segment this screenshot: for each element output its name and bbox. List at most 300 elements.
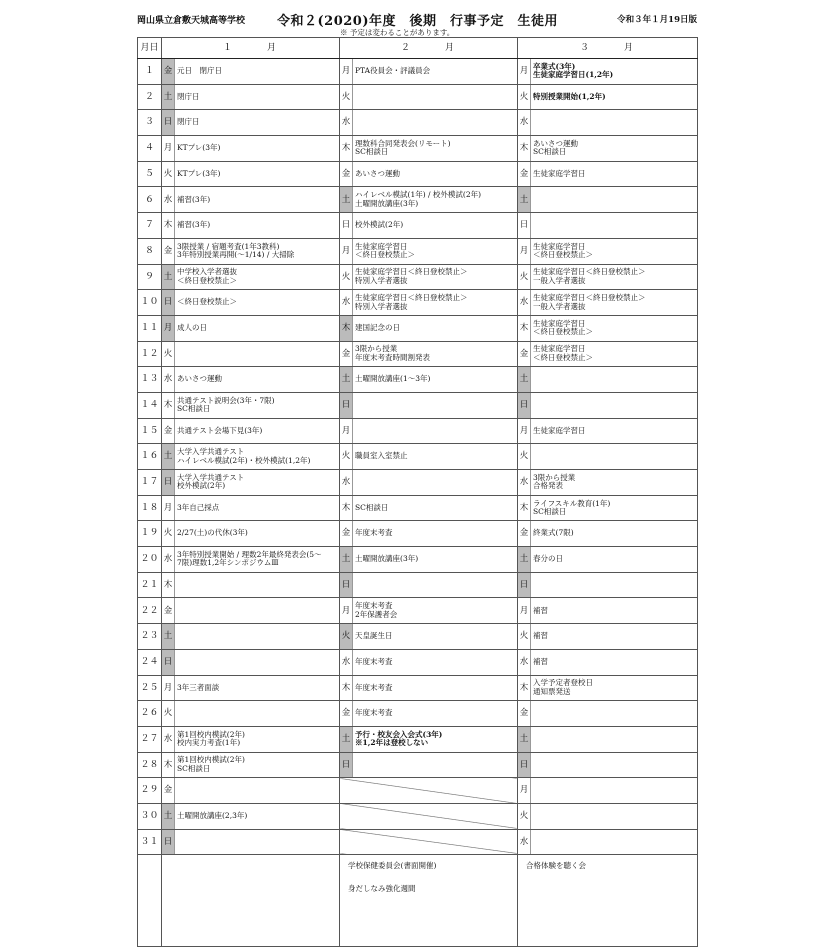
day-number: １３ <box>138 367 162 393</box>
event-cell <box>175 726 340 752</box>
weekday-cell: 月 <box>340 238 353 264</box>
event-text: 建国記念の日 <box>355 322 401 332</box>
event-cell <box>353 392 518 418</box>
month-notes-cell <box>518 855 698 947</box>
event-text: 3限授業 / 宿題考査(1年3教科) <box>177 241 280 251</box>
schedule-table <box>137 37 698 947</box>
event-cell <box>175 187 340 213</box>
weekday-cell: 月 <box>518 778 531 804</box>
event-text: SC相談日 <box>355 502 389 512</box>
edition-date: 令和３年１月19日版 <box>617 15 697 25</box>
event-cell <box>531 290 698 316</box>
event-cell <box>531 572 698 598</box>
empty-day-cell <box>340 778 518 804</box>
event-cell <box>531 418 698 444</box>
event-text: 春分の日 <box>533 554 564 564</box>
event-cell <box>175 701 340 727</box>
event-cell <box>531 598 698 624</box>
event-text: 入学予定者登校日 <box>533 678 594 688</box>
weekday-cell: 水 <box>162 187 175 213</box>
day-number: ９ <box>138 264 162 290</box>
empty-day-cell <box>340 803 518 829</box>
event-text: ※1,2年は登校しない <box>355 738 429 748</box>
weekday-cell: 月 <box>340 598 353 624</box>
weekday-cell: 土 <box>518 367 531 393</box>
day-number: ２０ <box>138 547 162 573</box>
day-number: １５ <box>138 418 162 444</box>
event-cell <box>175 110 340 136</box>
day-number: １１ <box>138 315 162 341</box>
event-cell <box>175 649 340 675</box>
event-cell <box>531 238 698 264</box>
weekday-cell: 火 <box>518 444 531 470</box>
event-cell <box>531 392 698 418</box>
day-number: １８ <box>138 495 162 521</box>
table-row <box>138 136 698 162</box>
weekday-cell: 日 <box>518 213 531 239</box>
event-cell <box>175 238 340 264</box>
weekday-cell: 月 <box>162 495 175 521</box>
weekday-cell: 月 <box>162 675 175 701</box>
event-text: 生徒家庭学習日 <box>533 241 586 251</box>
event-text: 天皇誕生日 <box>355 631 393 641</box>
event-text: 生徒家庭学習日 <box>533 168 586 178</box>
day-number: １２ <box>138 341 162 367</box>
event-cell <box>353 598 518 624</box>
event-cell <box>531 829 698 855</box>
weekday-cell: 木 <box>162 213 175 239</box>
event-cell <box>531 444 698 470</box>
notes-day-cell <box>138 855 162 947</box>
weekday-cell: 土 <box>162 803 175 829</box>
event-cell <box>531 110 698 136</box>
event-text: SC相談日 <box>355 147 389 157</box>
event-text: ハイレベル模試(1年) / 校外模試(2年) <box>355 190 482 200</box>
weekday-cell: 火 <box>162 701 175 727</box>
day-number: ５ <box>138 161 162 187</box>
event-cell <box>353 495 518 521</box>
weekday-cell: 金 <box>340 521 353 547</box>
event-text: 大学入学共通テスト <box>177 447 245 457</box>
event-cell <box>531 84 698 110</box>
weekday-cell: 火 <box>340 444 353 470</box>
event-text: KTプレ(3年) <box>177 143 221 153</box>
event-text: 年度末考査 <box>355 656 393 666</box>
event-cell <box>531 624 698 650</box>
day-number: １０ <box>138 290 162 316</box>
day-number: ２９ <box>138 778 162 804</box>
weekday-cell: 水 <box>340 110 353 136</box>
event-cell <box>531 701 698 727</box>
weekday-cell: 土 <box>340 726 353 752</box>
table-row <box>138 829 698 855</box>
day-column-header: 月日 <box>138 38 162 59</box>
event-cell <box>175 624 340 650</box>
day-number: １ <box>138 59 162 85</box>
weekday-cell: 土 <box>340 547 353 573</box>
weekday-cell: 金 <box>340 161 353 187</box>
event-cell <box>353 161 518 187</box>
month-header-january: １ 月 <box>162 38 340 59</box>
event-text: SC相談日 <box>177 763 211 773</box>
event-text: ＜終日登校禁止＞ <box>533 250 594 260</box>
event-text: 閉庁日 <box>177 117 200 127</box>
weekday-cell: 火 <box>518 624 531 650</box>
event-cell <box>531 264 698 290</box>
table-row <box>138 161 698 187</box>
event-text: 年度末考査時間割発表 <box>355 352 431 362</box>
event-cell <box>353 675 518 701</box>
event-text: 合格発表 <box>533 481 564 491</box>
event-cell <box>353 59 518 85</box>
event-cell <box>531 803 698 829</box>
event-text: あいさつ運動 <box>533 138 579 148</box>
event-cell <box>353 341 518 367</box>
day-number: ２６ <box>138 701 162 727</box>
header-row <box>138 38 698 59</box>
event-text: 生徒家庭学習日＜終日登校禁止＞ <box>533 293 646 303</box>
weekday-cell: 日 <box>518 572 531 598</box>
event-text: 土曜開放講座(3年) <box>355 554 419 564</box>
event-text: 3年特別授業再開(～1/14) / 大掃除 <box>177 250 295 260</box>
table-row <box>138 187 698 213</box>
event-cell <box>531 470 698 496</box>
event-cell <box>353 264 518 290</box>
weekday-cell: 木 <box>162 392 175 418</box>
day-number: １７ <box>138 470 162 496</box>
month-notes-cell <box>340 855 518 947</box>
event-text: あいさつ運動 <box>177 374 222 384</box>
weekday-cell: 金 <box>162 598 175 624</box>
event-text: 生徒家庭学習日(1,2年) <box>533 70 614 80</box>
event-text: 第1回校内模試(2年) <box>177 729 245 739</box>
event-text: 一般入学者選抜 <box>533 301 586 311</box>
event-cell <box>175 598 340 624</box>
event-cell <box>175 521 340 547</box>
weekday-cell: 火 <box>340 84 353 110</box>
event-cell <box>353 187 518 213</box>
day-number: ２５ <box>138 675 162 701</box>
event-cell <box>353 624 518 650</box>
weekday-cell: 土 <box>162 264 175 290</box>
event-cell <box>531 315 698 341</box>
weekday-cell: 木 <box>518 675 531 701</box>
weekday-cell: 水 <box>162 547 175 573</box>
event-text: 補習 <box>533 656 549 666</box>
event-text: 生徒家庭学習日＜終日登校禁止＞ <box>355 267 468 277</box>
table-row <box>138 213 698 239</box>
weekday-cell: 月 <box>340 418 353 444</box>
day-number: ３０ <box>138 803 162 829</box>
weekday-cell: 水 <box>162 367 175 393</box>
weekday-cell: 金 <box>518 161 531 187</box>
weekday-cell: 火 <box>518 803 531 829</box>
weekday-cell: 土 <box>518 726 531 752</box>
event-text: KTプレ(3年) <box>177 168 221 178</box>
event-text: 元日 閉庁日 <box>177 66 222 76</box>
weekday-cell: 火 <box>340 624 353 650</box>
weekday-cell: 土 <box>162 624 175 650</box>
event-text: 7限)理数1,2年シンポジウムⅢ <box>177 558 279 568</box>
event-text: 成人の日 <box>177 322 207 332</box>
event-text: ライフスキル教育(1年) <box>533 498 611 508</box>
event-text: 年度末考査 <box>355 601 393 611</box>
day-number: ６ <box>138 187 162 213</box>
event-text: 土曜開放講座(3年) <box>355 198 419 208</box>
event-cell <box>175 470 340 496</box>
day-number: ２８ <box>138 752 162 778</box>
weekday-cell: 金 <box>340 701 353 727</box>
table-row <box>138 624 698 650</box>
event-text: SC相談日 <box>533 507 567 517</box>
weekday-cell: 日 <box>340 392 353 418</box>
weekday-cell: 日 <box>340 752 353 778</box>
weekday-cell: 木 <box>518 495 531 521</box>
table-row <box>138 59 698 85</box>
weekday-cell: 水 <box>518 470 531 496</box>
event-cell <box>531 136 698 162</box>
event-cell <box>175 418 340 444</box>
event-text: 土曜開放講座(2,3年) <box>177 811 248 821</box>
weekday-cell: 日 <box>162 290 175 316</box>
empty-day-cell <box>340 829 518 855</box>
table-row <box>138 315 698 341</box>
weekday-cell: 金 <box>162 778 175 804</box>
day-number: ８ <box>138 238 162 264</box>
event-cell <box>175 290 340 316</box>
event-text: 3限から授業 <box>355 344 398 354</box>
event-text: 生徒家庭学習日＜終日登校禁止＞ <box>355 293 468 303</box>
event-cell <box>353 701 518 727</box>
notes-row <box>138 855 698 947</box>
event-cell <box>175 367 340 393</box>
event-text: 特別入学者選抜 <box>355 301 408 311</box>
weekday-cell: 木 <box>162 752 175 778</box>
table-row <box>138 238 698 264</box>
weekday-cell: 土 <box>162 84 175 110</box>
event-text: 中学校入学者選抜 <box>177 267 237 277</box>
table-row <box>138 675 698 701</box>
weekday-cell: 日 <box>162 470 175 496</box>
weekday-cell: 水 <box>518 110 531 136</box>
event-cell <box>531 187 698 213</box>
table-row <box>138 547 698 573</box>
event-text: 生徒家庭学習日 <box>355 241 408 251</box>
table-row <box>138 572 698 598</box>
event-cell <box>175 803 340 829</box>
day-number: ２１ <box>138 572 162 598</box>
event-cell <box>353 84 518 110</box>
event-text: 第1回校内模試(2年) <box>177 755 245 765</box>
event-cell <box>353 238 518 264</box>
weekday-cell: 木 <box>340 675 353 701</box>
event-text: 年度末考査 <box>355 528 393 538</box>
day-number: ４ <box>138 136 162 162</box>
weekday-cell: 金 <box>518 701 531 727</box>
event-text: 補習 <box>533 631 549 641</box>
page-header <box>137 10 697 28</box>
weekday-cell: 月 <box>518 238 531 264</box>
event-cell <box>353 521 518 547</box>
event-text: ＜終日登校禁止＞ <box>177 297 237 307</box>
table-row <box>138 778 698 804</box>
event-cell <box>175 59 340 85</box>
table-row <box>138 367 698 393</box>
event-cell <box>175 495 340 521</box>
table-row <box>138 521 698 547</box>
weekday-cell: 日 <box>340 213 353 239</box>
weekday-cell: 金 <box>340 341 353 367</box>
weekday-cell: 水 <box>340 649 353 675</box>
day-number: ２２ <box>138 598 162 624</box>
event-text: PTA役員会・評議員会 <box>355 66 431 76</box>
event-text: 3年特別授業開始 / 理数2年最終発表会(5～ <box>177 549 322 559</box>
event-cell <box>353 444 518 470</box>
event-cell <box>353 547 518 573</box>
event-text: 一般入学者選抜 <box>533 275 586 285</box>
event-cell <box>175 444 340 470</box>
weekday-cell: 日 <box>162 649 175 675</box>
day-number: ３１ <box>138 829 162 855</box>
event-text: 3限から授業 <box>533 472 576 482</box>
weekday-cell: 水 <box>162 726 175 752</box>
event-text: 生徒家庭学習日＜終日登校禁止＞ <box>533 267 646 277</box>
event-text: 共通テスト会場下見(3年) <box>177 425 263 435</box>
event-text: 補習 <box>533 605 549 615</box>
event-text: 校内実力考査(1年) <box>177 738 241 748</box>
event-cell <box>353 367 518 393</box>
month-notes-cell <box>162 855 340 947</box>
month-note: 身だしなみ強化週間 <box>348 884 416 894</box>
event-text: 補習(3年) <box>177 194 211 204</box>
weekday-cell: 土 <box>162 444 175 470</box>
event-cell <box>531 521 698 547</box>
event-text: 卒業式(3年) <box>533 61 576 71</box>
table-row <box>138 470 698 496</box>
weekday-cell: 火 <box>340 264 353 290</box>
weekday-cell: 木 <box>162 572 175 598</box>
month-note: 合格体験を聴く会 <box>526 861 587 871</box>
weekday-cell: 日 <box>162 829 175 855</box>
event-cell <box>531 726 698 752</box>
event-text: 職員室入室禁止 <box>355 451 408 461</box>
event-cell <box>175 752 340 778</box>
event-cell <box>353 752 518 778</box>
event-text: 生徒家庭学習日 <box>533 344 586 354</box>
event-text: SC相談日 <box>177 404 211 414</box>
day-number: １９ <box>138 521 162 547</box>
event-cell <box>353 136 518 162</box>
table-row <box>138 290 698 316</box>
table-row <box>138 598 698 624</box>
table-row <box>138 649 698 675</box>
weekday-cell: 木 <box>518 136 531 162</box>
event-cell <box>531 161 698 187</box>
weekday-cell: 土 <box>340 367 353 393</box>
day-number: ２７ <box>138 726 162 752</box>
weekday-cell: 木 <box>340 136 353 162</box>
weekday-cell: 月 <box>162 315 175 341</box>
weekday-cell: 木 <box>518 315 531 341</box>
day-number: １６ <box>138 444 162 470</box>
event-cell <box>175 547 340 573</box>
event-text: 校外模試(2年) <box>177 481 226 491</box>
event-text: 特別入学者選抜 <box>355 275 408 285</box>
weekday-cell: 水 <box>518 290 531 316</box>
event-text: 土曜開放講座(1～3年) <box>355 374 431 384</box>
weekday-cell: 日 <box>518 392 531 418</box>
event-text: 3年三者面談 <box>177 682 220 692</box>
weekday-cell: 土 <box>340 187 353 213</box>
table-row <box>138 444 698 470</box>
event-text: ＜終日登校禁止＞ <box>533 327 594 337</box>
event-text: 生徒家庭学習日 <box>533 318 586 328</box>
event-cell <box>175 84 340 110</box>
event-cell <box>175 392 340 418</box>
table-row <box>138 752 698 778</box>
event-cell <box>175 829 340 855</box>
table-row <box>138 392 698 418</box>
event-cell <box>531 367 698 393</box>
month-header-february: ２ 月 <box>340 38 518 59</box>
event-text: 補習(3年) <box>177 220 211 230</box>
event-text: 大学入学共通テスト <box>177 472 245 482</box>
event-cell <box>353 418 518 444</box>
event-text: 理数科合同発表会(リモート) <box>355 138 451 148</box>
event-cell <box>531 675 698 701</box>
event-cell <box>175 213 340 239</box>
event-cell <box>353 572 518 598</box>
event-text: ＜終日登校禁止＞ <box>533 352 594 362</box>
event-cell <box>353 290 518 316</box>
event-cell <box>353 649 518 675</box>
weekday-cell: 土 <box>518 187 531 213</box>
event-text: あいさつ運動 <box>355 168 401 178</box>
event-text: 年度末考査 <box>355 708 393 718</box>
day-number: ３ <box>138 110 162 136</box>
event-cell <box>353 726 518 752</box>
event-cell <box>531 752 698 778</box>
weekday-cell: 木 <box>340 315 353 341</box>
event-text: 予行・校友会入会式(3年) <box>355 729 443 739</box>
event-text: ＜終日登校禁止＞ <box>177 275 237 285</box>
weekday-cell: 水 <box>518 829 531 855</box>
month-note: 学校保健委員会(書面開催) <box>348 861 437 871</box>
page-title: 令和２(2020)年度 後期 行事予定 生徒用 <box>277 14 558 29</box>
event-cell <box>531 495 698 521</box>
weekday-cell: 月 <box>518 59 531 85</box>
change-note: ※ 予定は変わることがあります。 <box>340 28 455 37</box>
day-number: ２３ <box>138 624 162 650</box>
weekday-cell: 金 <box>162 418 175 444</box>
table-row <box>138 701 698 727</box>
event-cell <box>353 213 518 239</box>
event-cell <box>353 110 518 136</box>
weekday-cell: 月 <box>162 136 175 162</box>
day-number: ７ <box>138 213 162 239</box>
weekday-cell: 土 <box>518 547 531 573</box>
table-row <box>138 110 698 136</box>
event-text: 年度末考査 <box>355 682 393 692</box>
event-text: SC相談日 <box>533 147 567 157</box>
weekday-cell: 火 <box>518 84 531 110</box>
event-cell <box>531 341 698 367</box>
table-row <box>138 495 698 521</box>
weekday-cell: 水 <box>518 649 531 675</box>
event-cell <box>531 59 698 85</box>
weekday-cell: 月 <box>518 598 531 624</box>
event-text: 校外模試(2年) <box>355 220 404 230</box>
